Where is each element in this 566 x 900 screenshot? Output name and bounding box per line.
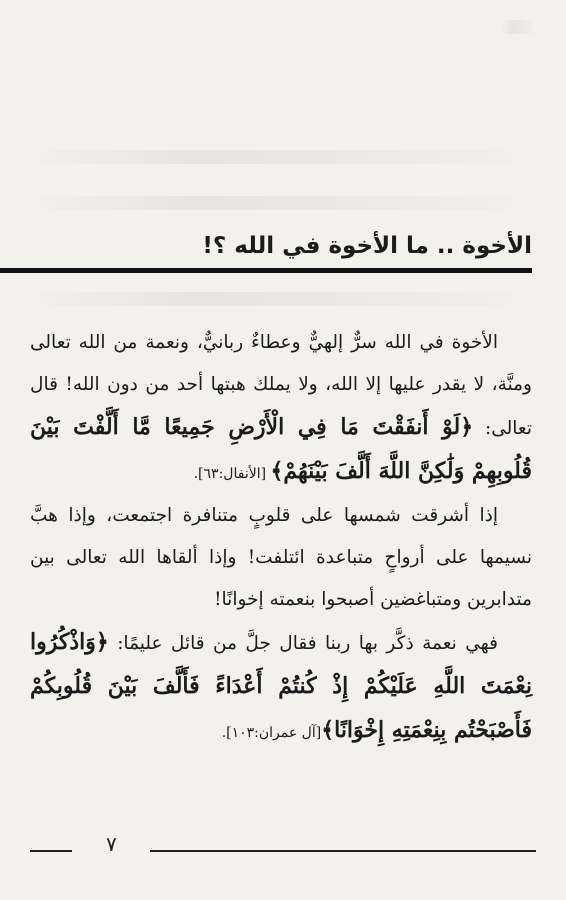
page-footer	[30, 832, 536, 868]
paragraph-text: الأخوة في الله سرٌّ إلهيٌّ وعطاءٌ ربانيٌّ، ونعمة من الله تعالى ومنَّة، لا يقدر عليها إلا الله، ولا يملك هبتها أحد من دون الله! قال تعالى:	[30, 332, 532, 439]
paragraph-1	[30, 322, 532, 495]
heading-underline	[0, 268, 532, 273]
show-through-mark	[500, 20, 536, 34]
paragraph-text: إذا أشرقت شمسها على قلوبٍ متنافرة اجتمعت، وإذا هبَّ نسيمها على أرواحٍ متباعدة ائتلفت! وإذا ألقاها الله تعالى بين متدابرين ومتباغضين أصبحوا بنعمته إخوانًا!	[30, 505, 532, 610]
paragraph-2	[30, 495, 532, 621]
body-text	[30, 322, 532, 754]
page-number: ٧	[106, 832, 117, 856]
section-heading: الأخوة .. ما الأخوة في الله ؟!	[202, 233, 532, 259]
quran-verse: ﴿وَاذْكُرُوا نِعْمَتَ اللَّهِ عَلَيْكُمْ إِذْ كُنتُمْ أَعْدَاءً فَأَلَّفَ بَيْنَ قُلُوبِكُمْ فَأَصْبَحْتُم بِنِعْمَتِهِ إِخْوَانًا﴾	[30, 629, 532, 743]
verse-reference: [آل عمران:١٠٣].	[221, 725, 322, 741]
paragraph-3	[30, 621, 532, 754]
show-through-line	[20, 150, 546, 164]
paragraph-text: فهي نعمة ذكَّر بها ربنا فقال جلَّ من قائل عليمًا:	[108, 633, 498, 654]
footer-rule-short	[30, 850, 72, 852]
quran-verse: ﴿لَوْ أَنفَقْتَ مَا فِي الْأَرْضِ جَمِيعًا مَّا أَلَّفْتَ بَيْنَ قُلُوبِهِمْ وَلَٰكِنَّ اللَّهَ أَلَّفَ بَيْنَهُمْ﴾	[30, 414, 532, 484]
verse-reference: [الأنفال:٦٣].	[193, 466, 271, 482]
show-through-line	[20, 196, 546, 210]
footer-rule-long	[150, 850, 536, 852]
section-heading-block	[0, 232, 532, 273]
show-through-line	[20, 292, 546, 306]
